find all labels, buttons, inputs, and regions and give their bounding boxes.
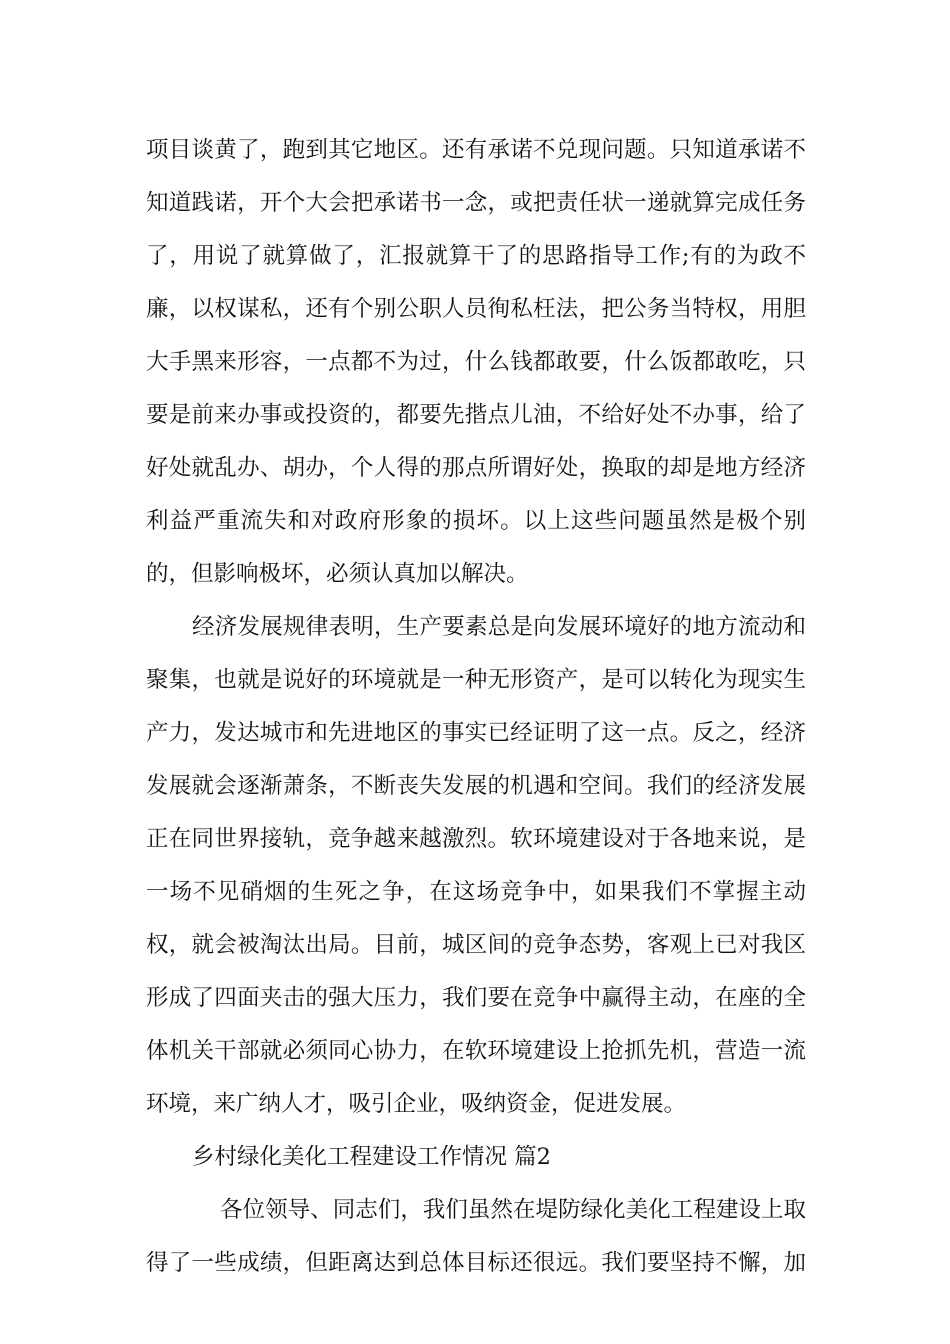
paragraph-2-line-4: 发展就会逐渐萧条，不断丧失发展的机遇和空间。我们的经济发展	[146, 773, 806, 799]
paragraph-3-line-2: 得了一些成绩，但距离达到总体目标还很远。我们要坚持不懈，加	[146, 1250, 806, 1276]
paragraph-1-line-9: 的，但影响极坏，必须认真加以解决。	[146, 561, 529, 587]
paragraph-2-line-3: 产力，发达城市和先进地区的事实已经证明了这一点。反之，经济	[146, 720, 806, 746]
paragraph-1-line-4: 廉，以权谋私，还有个别公职人员徇私枉法，把公务当特权，用胆	[146, 296, 806, 322]
paragraph-2-line-9: 体机关干部就必须同心协力，在软环境建设上抢抓先机，营造一流	[146, 1038, 806, 1064]
paragraph-1-line-5: 大手黑来形容，一点都不为过，什么钱都敢要，什么饭都敢吃，只	[146, 349, 806, 375]
paragraph-2-line-7: 权，就会被淘汰出局。目前，城区间的竞争态势，客观上已对我区	[146, 932, 806, 958]
paragraph-3-line-1: 各位领导、同志们，我们虽然在堤防绿化美化工程建设上取	[220, 1197, 806, 1223]
paragraph-2-line-2: 聚集，也就是说好的环境就是一种无形资产，是可以转化为现实生	[146, 667, 806, 693]
paragraph-2-line-8: 形成了四面夹击的强大压力，我们要在竞争中赢得主动，在座的全	[146, 985, 806, 1011]
paragraph-1-line-2: 知道践诺，开个大会把承诺书一念，或把责任状一递就算完成任务	[146, 190, 806, 216]
paragraph-1-line-1: 项目谈黄了，跑到其它地区。还有承诺不兑现问题。只知道承诺不	[146, 137, 806, 163]
section-heading: 乡村绿化美化工程建设工作情况 篇2	[192, 1144, 551, 1170]
paragraph-1-line-6: 要是前来办事或投资的，都要先揩点儿油，不给好处不办事，给了	[146, 402, 806, 428]
paragraph-1-line-7: 好处就乱办、胡办，个人得的那点所谓好处，换取的却是地方经济	[146, 455, 806, 481]
paragraph-2-line-1: 经济发展规律表明，生产要素总是向发展环境好的地方流动和	[192, 614, 806, 640]
paragraph-2-line-6: 一场不见硝烟的生死之争，在这场竞争中，如果我们不掌握主动	[146, 879, 806, 905]
paragraph-1-line-3: 了，用说了就算做了，汇报就算干了的思路指导工作;有的为政不	[146, 243, 806, 269]
paragraph-1-line-8: 利益严重流失和对政府形象的损坏。以上这些问题虽然是极个别	[146, 508, 806, 534]
paragraph-2-line-10: 环境，来广纳人才，吸引企业，吸纳资金，促进发展。	[146, 1091, 687, 1117]
paragraph-2-line-5: 正在同世界接轨，竞争越来越激烈。软环境建设对于各地来说，是	[146, 826, 806, 852]
